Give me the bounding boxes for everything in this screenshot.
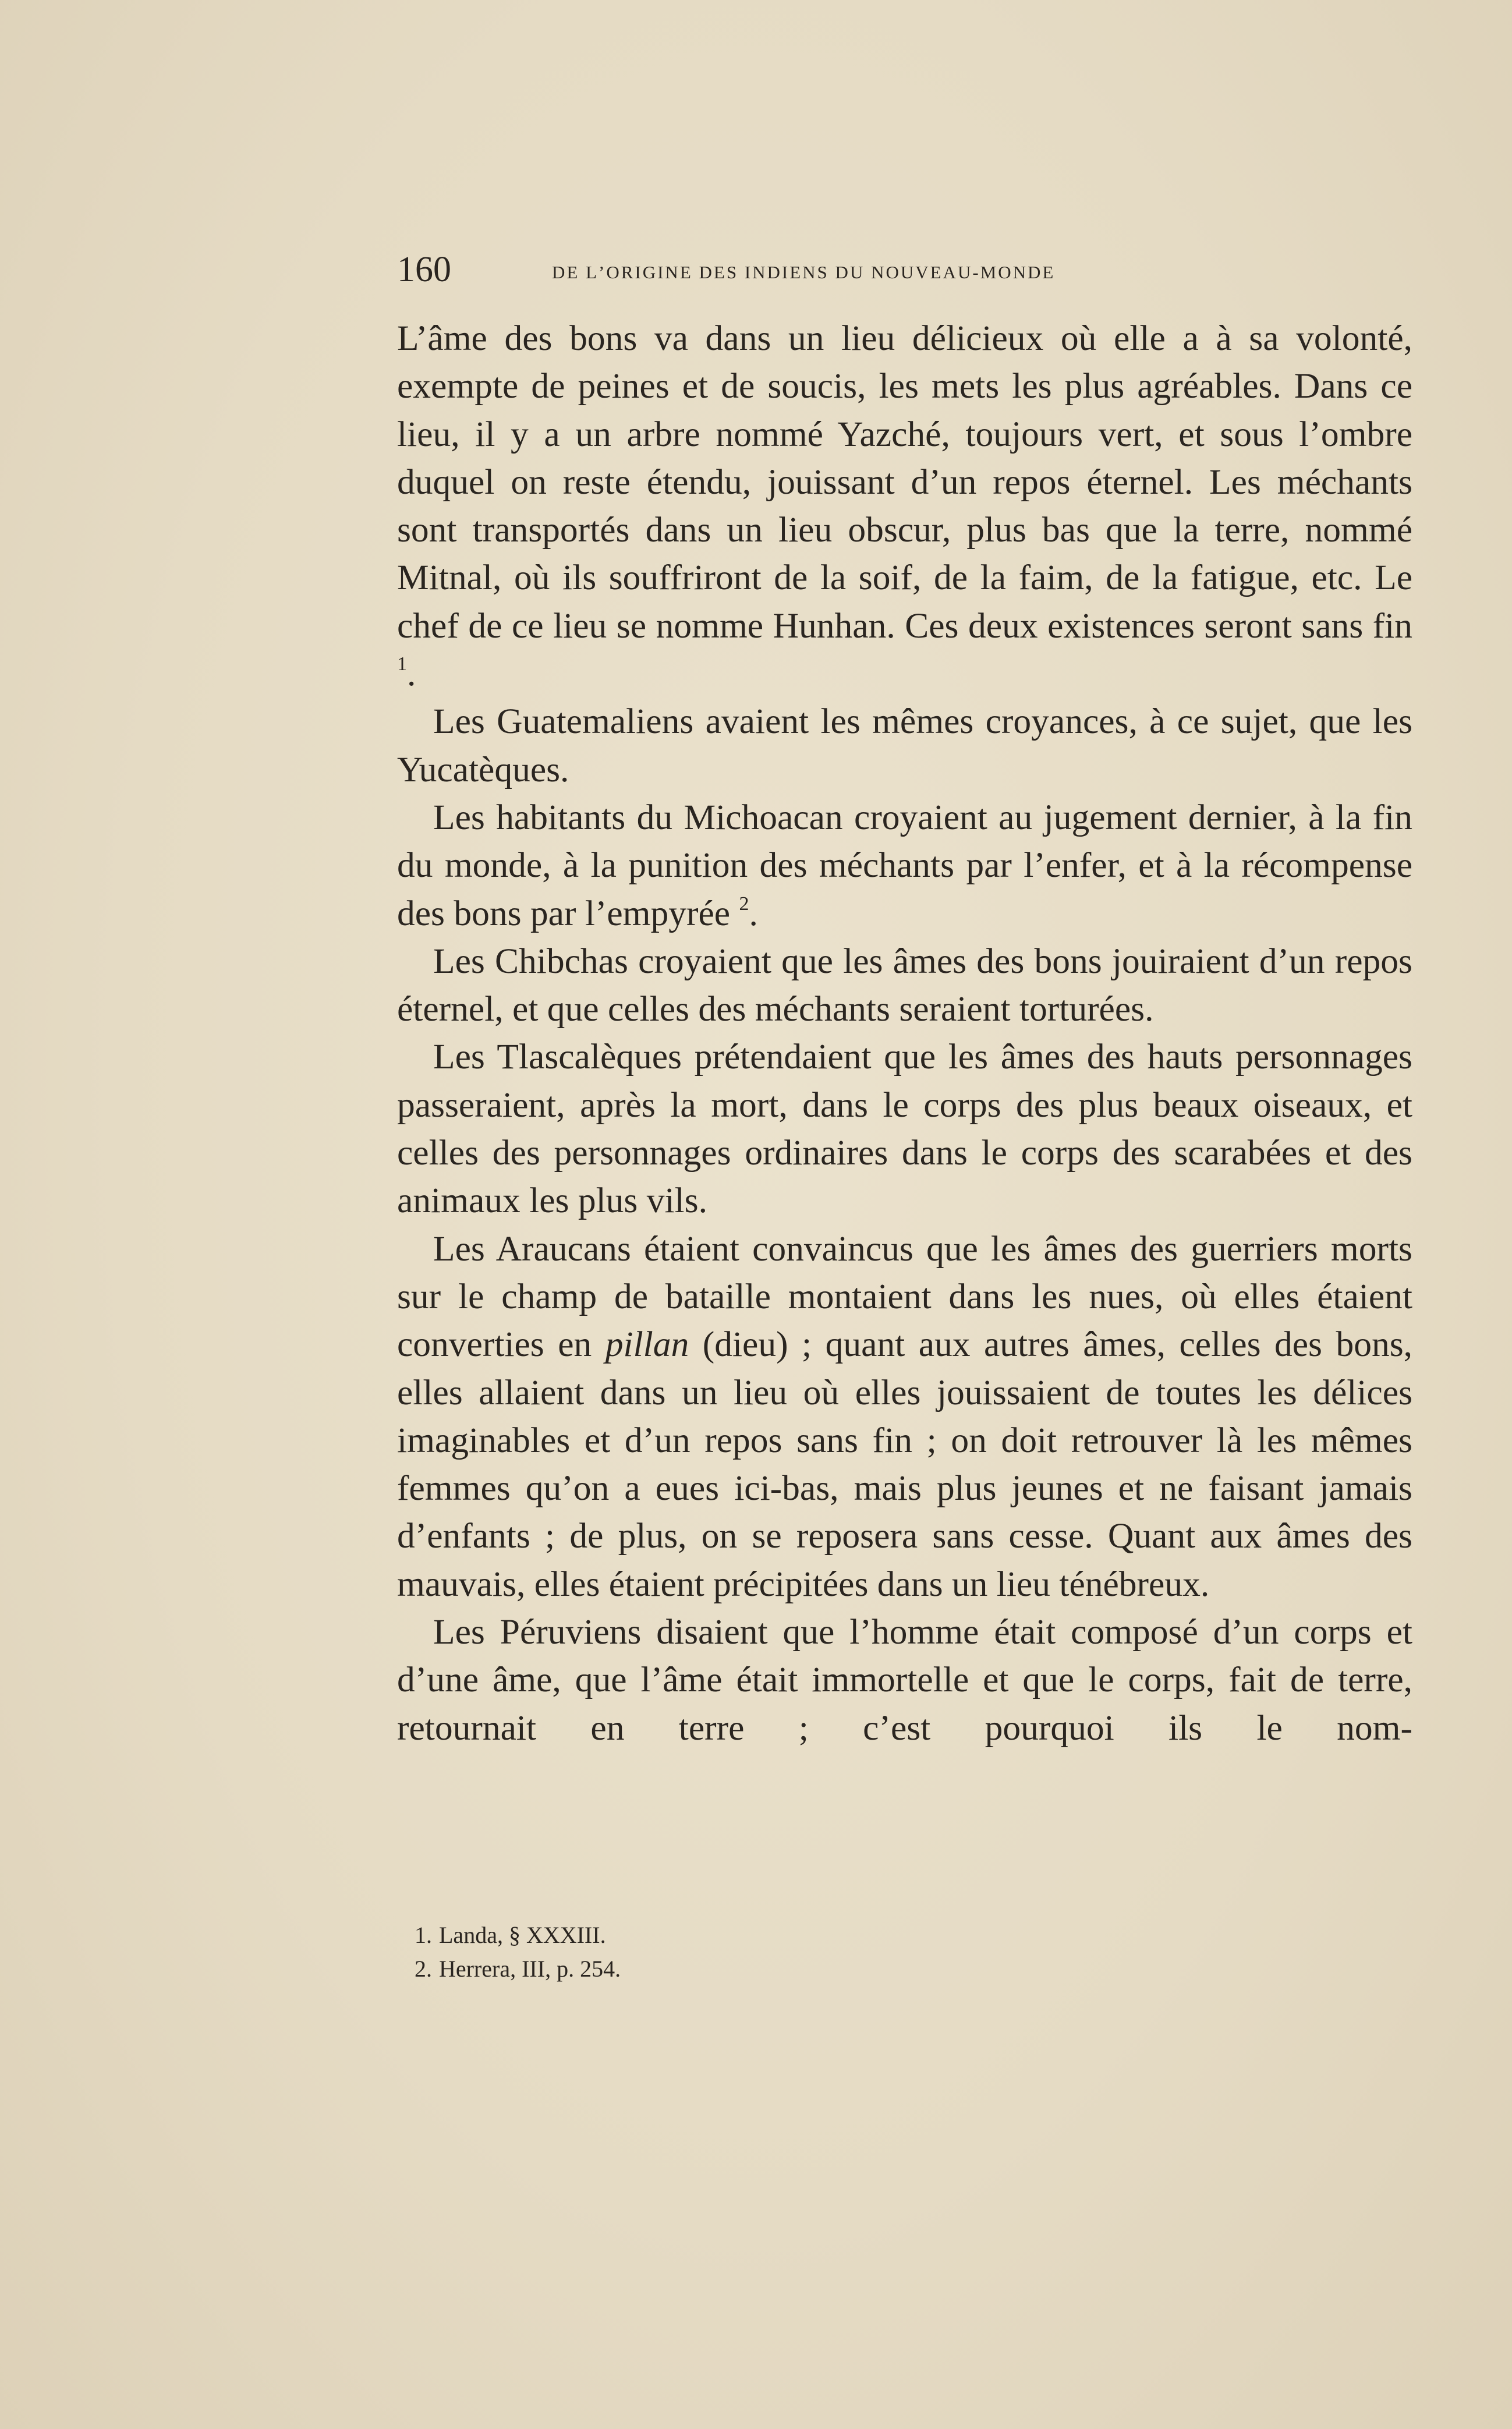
paragraph-6	[397, 1225, 1412, 1608]
paragraph-text-cont: (dieu) ; quant aux autres âmes, celles des bons, elles allaient dans un lieu où elles jouissaient de toutes les délices imaginables et d’un repos sans fin ; on doit retrouver là les mêmes femmes qu’on a eues ici-bas, mais plus jeunes et ne faisant jamais d’enfants ; de plus, on se reposera sans cesse. Quant aux âmes des mauvais, elles étaient précipitées dans un lieu ténébreux.	[397, 1325, 1412, 1604]
paragraph-text: Les Araucans étaient convaincus que les âmes des guerriers morts sur le champ de bataille montaient dans les nues, où elles étaient converties en	[397, 1228, 1412, 1365]
footnote-ref-1: 1	[397, 653, 407, 675]
page-header	[397, 249, 1412, 290]
paragraph-1	[397, 314, 1412, 697]
body-text	[397, 314, 1412, 1752]
paragraph-3	[397, 794, 1412, 937]
footnote-text: Herrera, III, p. 254.	[439, 1956, 621, 1982]
paragraph-7	[397, 1608, 1412, 1752]
paragraph-2	[397, 697, 1412, 794]
footnote-mark: 1.	[415, 1922, 432, 1948]
footnote-1	[415, 1918, 1404, 1952]
page-number: 160	[397, 250, 451, 289]
footnote-2	[415, 1952, 1404, 1986]
paragraph-5	[397, 1033, 1412, 1224]
paragraph-text: Les habitants du Michoacan croyaient au jugement dernier, à la fin du monde, à la punition des méchants par l’enfer, et à la récompense des bons par l’empyrée	[397, 797, 1412, 933]
italic-term: pillan	[605, 1325, 689, 1365]
paragraph-text: Les Chibchas croyaient que les âmes des bons jouiraient d’un repos éternel, et que celles des méchants seraient torturées.	[397, 941, 1412, 1029]
paragraph-text: L’âme des bons va dans un lieu délicieux où elle a à sa volonté, exempte de peines et de soucis, les mets les plus agréables. Dans ce lieu, il y a un arbre nommé Yazché, toujours vert, et sous l’ombre duquel on reste étendu, jouissant d’un repos éternel. Les méchants sont transportés dans un lieu obscur, plus bas que la terre, nommé Mitnal, où ils souffriront de la soif, de la faim, de la fatigue, etc. Le chef de ce lieu se nomme Hunhan. Ces deux existences seront sans fin	[397, 318, 1412, 646]
paragraph-text: Les Guatemaliens avaient les mêmes croyances, à ce sujet, que les Yucatèques.	[397, 702, 1412, 789]
footnote-text: Landa, § XXXIII.	[439, 1922, 606, 1948]
paragraph-text: Les Péruviens disaient que l’homme était composé d’un corps et d’une âme, que l’âme était immortelle et que le corps, fait de terre, retournait en terre ; c’est pourquoi ils le nom-	[397, 1612, 1412, 1748]
footnote-ref-2: 2	[739, 893, 749, 915]
footnote-mark: 2.	[415, 1956, 432, 1982]
paragraph-end: .	[407, 654, 416, 694]
paragraph-4	[397, 937, 1412, 1033]
paragraph-text: Les Tlascalèques prétendaient que les âmes des hauts personnages passeraient, après la mort, dans le corps des plus beaux oiseaux, et celles des personnages ordinaires dans le corps des scarabées et des animaux les plus vils.	[397, 1037, 1412, 1221]
running-title: de l’origine des indiens du nouveau-monde	[552, 256, 1056, 284]
paragraph-end: .	[749, 893, 758, 933]
footnotes	[415, 1918, 1404, 1986]
